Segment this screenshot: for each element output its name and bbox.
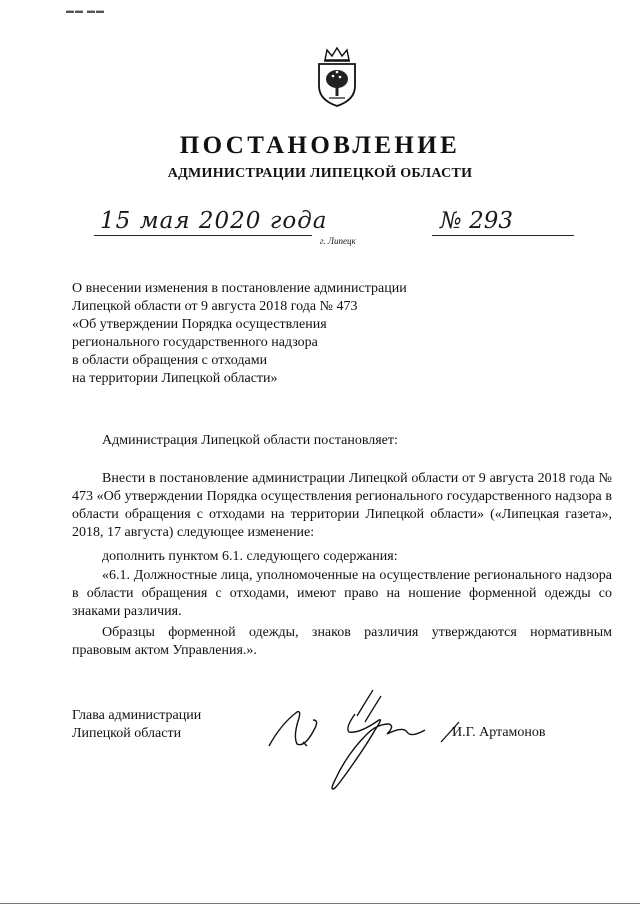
- subject-line: в области обращения с отходами: [72, 353, 268, 368]
- paragraph-2: дополнить пунктом 6.1. следующего содержания:: [102, 549, 398, 564]
- subject-line: регионального государственного надзора: [72, 335, 318, 350]
- handwritten-date: 15 мая 2020 года: [100, 208, 328, 234]
- subject-line: на территории Липецкой области»: [72, 371, 278, 386]
- subject-line: О внесении изменения в постановление администрации: [72, 281, 407, 296]
- handwritten-signature: [255, 684, 475, 796]
- document-subject: [72, 280, 462, 388]
- scan-mark: ▬▬ ▬▬: [66, 6, 105, 15]
- signatory-name: И.Г. Артамонов: [452, 725, 546, 740]
- signatory-position: [72, 707, 201, 743]
- document-title: ПОСТАНОВЛЕНИЕ: [179, 132, 461, 159]
- number-underline: [432, 235, 574, 236]
- document-subtitle: АДМИНИСТРАЦИИ ЛИПЕЦКОЙ ОБЛАСТИ: [167, 166, 473, 181]
- subject-line: Липецкой области от 9 августа 2018 года № 473: [72, 299, 358, 314]
- subject-line: «Об утверждении Порядка осуществления: [72, 317, 327, 332]
- handwritten-number: № 293: [440, 208, 513, 234]
- paragraph-4: Образцы форменной одежды, знаков различия утверждаются нормативным правовым актом Управления.».: [72, 625, 612, 658]
- paragraph-3: «6.1. Должностные лица, уполномоченные на осуществление регионального надзора в области обращения с отходами, имеют право на ношение форменной одежды со знаками различия.: [72, 568, 612, 619]
- bottom-rule: [0, 903, 640, 904]
- preamble: Администрация Липецкой области постановляет:: [102, 433, 398, 448]
- coat-of-arms-icon: [313, 46, 361, 108]
- date-underline: [94, 235, 312, 236]
- city-label: г. Липецк: [320, 236, 356, 246]
- position-line-2: Липецкой области: [72, 726, 182, 741]
- position-line-1: Глава администрации: [72, 708, 202, 723]
- paragraph-1: Внести в постановление администрации Липецкой области от 9 августа 2018 года № 473 «Об утверждении Порядка осуществления регионального государственного надзора в области обращения с отходами на территории Липецкой области» («Липецкая газета», 2018, 17 августа) следующее изменение:: [72, 471, 612, 540]
